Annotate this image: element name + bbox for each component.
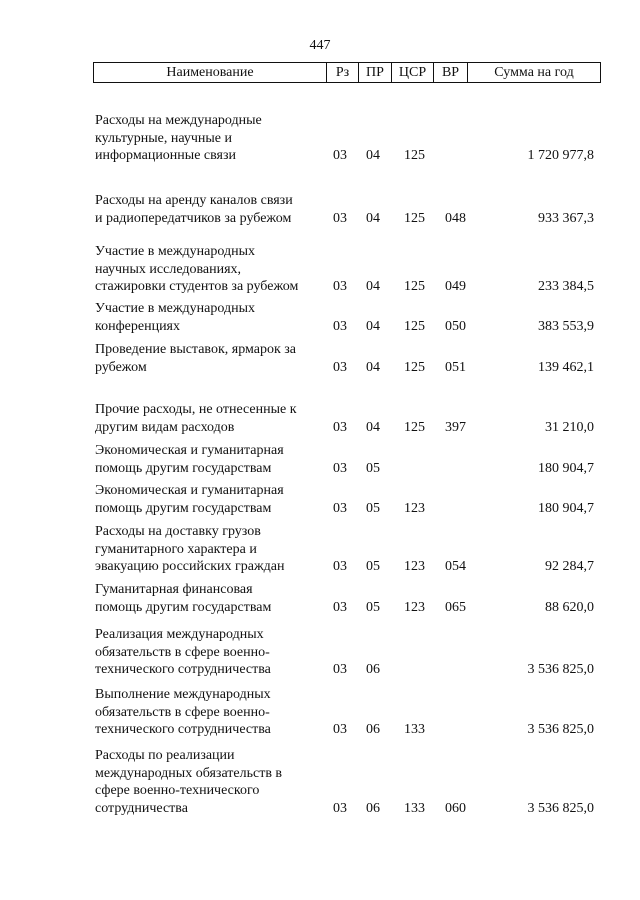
row-name	[95, 401, 331, 436]
row-rz: 03	[333, 148, 347, 163]
row-csr: 133	[404, 722, 425, 737]
row-name-line: Выполнение международных	[95, 687, 271, 702]
row-name	[95, 192, 331, 227]
row-csr: 123	[404, 599, 425, 615]
row-name	[95, 442, 331, 477]
header-pr: ПР	[358, 63, 391, 82]
row-name	[95, 581, 331, 616]
row-name-line: Экономическая и гуманитарная	[95, 443, 284, 458]
row-csr: 125	[404, 148, 425, 163]
row-rz: 03	[333, 318, 347, 334]
row-sum: 3 536 825,0	[527, 662, 594, 677]
row-name-line: Расходы на международные	[95, 113, 262, 128]
row-name-line: Расходы на аренду каналов связи	[95, 193, 293, 208]
row-name	[95, 300, 331, 335]
row-pr: 04	[366, 279, 380, 294]
row-name-line: эвакуацию российских граждан	[95, 559, 285, 574]
row-csr: 133	[404, 800, 425, 816]
row-csr: 123	[404, 559, 425, 574]
row-rz: 03	[333, 559, 347, 574]
row-name-line: и радиопередатчиков за рубежом	[95, 210, 292, 226]
row-vr: 054	[445, 559, 466, 574]
row-name-line: международных обязательств в	[95, 765, 283, 781]
row-name-line: помощь другим государствам	[95, 500, 272, 516]
header-csr: ЦСР	[391, 63, 433, 82]
row-csr: 125	[404, 419, 425, 435]
row-rz: 03	[333, 662, 347, 677]
row-name-line: технического сотрудничества	[95, 662, 271, 677]
row-sum: 1 720 977,8	[527, 148, 594, 163]
row-name-line: конференциях	[95, 318, 180, 334]
row-name-line: обязательств в сфере военно-	[95, 704, 270, 720]
row-name-line: гуманитарного характера и	[95, 541, 257, 557]
row-sum: 31 210,0	[545, 419, 594, 435]
row-sum: 3 536 825,0	[527, 722, 594, 737]
row-pr: 05	[366, 460, 380, 476]
row-vr: 050	[445, 318, 466, 334]
header-name: Наименование	[166, 64, 254, 80]
row-pr: 05	[366, 599, 380, 615]
row-vr: 049	[445, 279, 466, 294]
row-name-line: технического сотрудничества	[95, 722, 271, 737]
row-vr: 397	[445, 419, 466, 435]
row-vr: 048	[445, 210, 466, 226]
row-name-line: помощь другим государствам	[95, 460, 272, 476]
row-name-line: Прочие расходы, не отнесенные к	[95, 402, 297, 417]
row-name-line: Проведение выставок, ярмарок за	[95, 342, 297, 357]
row-name-line: информационные связи	[95, 148, 237, 163]
row-pr: 05	[366, 559, 380, 574]
row-name-line: Участие в международных	[95, 244, 256, 259]
row-csr: 123	[404, 500, 425, 516]
row-vr: 060	[445, 800, 466, 816]
row-name	[95, 243, 331, 296]
row-rz: 03	[333, 359, 347, 375]
row-pr: 04	[366, 210, 380, 226]
row-pr: 06	[366, 800, 380, 816]
row-rz: 03	[333, 722, 347, 737]
row-csr: 125	[404, 318, 425, 334]
row-pr: 06	[366, 722, 380, 737]
row-sum: 92 284,7	[545, 559, 594, 574]
row-sum: 88 620,0	[545, 599, 594, 615]
row-rz: 03	[333, 599, 347, 615]
header-rz: Рз	[326, 63, 358, 82]
row-sum: 3 536 825,0	[527, 800, 594, 816]
row-name-line: Расходы по реализации	[95, 748, 235, 763]
row-sum: 139 462,1	[538, 359, 594, 375]
row-csr: 125	[404, 359, 425, 375]
row-name	[95, 482, 331, 517]
header-vr: ВР	[433, 63, 467, 82]
row-name	[95, 747, 331, 817]
row-pr: 04	[366, 419, 380, 435]
row-name-line: сфере военно-технического	[95, 783, 260, 798]
header-sum: Сумма на год	[467, 63, 600, 82]
row-name-line: Участие в международных	[95, 301, 256, 316]
row-name-line: сотрудничества	[95, 800, 188, 816]
row-name-line: Экономическая и гуманитарная	[95, 483, 284, 498]
row-name-line: культурные, научные и	[95, 130, 233, 146]
row-name-line: научных исследованиях,	[95, 261, 242, 277]
row-rz: 03	[333, 279, 347, 294]
row-rz: 03	[333, 210, 347, 226]
row-name-line: помощь другим государствам	[95, 599, 272, 615]
row-name-line: Реализация международных	[95, 627, 264, 642]
row-sum: 233 384,5	[538, 279, 594, 294]
row-name-line: обязательств в сфере военно-	[95, 644, 270, 660]
row-rz: 03	[333, 460, 347, 476]
row-vr: 065	[445, 599, 466, 615]
row-rz: 03	[333, 419, 347, 435]
row-name	[95, 112, 331, 165]
row-sum: 383 553,9	[538, 318, 594, 334]
row-name	[95, 686, 331, 739]
row-name-line: другим видам расходов	[95, 419, 235, 435]
row-pr: 04	[366, 148, 380, 163]
row-name	[95, 626, 331, 679]
row-vr: 051	[445, 359, 466, 375]
table-header	[93, 62, 601, 83]
page-number: 447	[309, 38, 331, 53]
row-name-line: рубежом	[95, 359, 147, 375]
row-rz: 03	[333, 500, 347, 516]
row-name	[95, 523, 331, 576]
row-name-line: Гуманитарная финансовая	[95, 582, 253, 597]
row-pr: 06	[366, 662, 380, 677]
row-sum: 180 904,7	[538, 500, 594, 516]
row-name-line: стажировки студентов за рубежом	[95, 279, 299, 294]
row-csr: 125	[404, 279, 425, 294]
row-csr: 125	[404, 210, 425, 226]
row-pr: 04	[366, 318, 380, 334]
row-sum: 180 904,7	[538, 460, 594, 476]
row-pr: 05	[366, 500, 380, 516]
row-name	[95, 341, 331, 376]
row-pr: 04	[366, 359, 380, 375]
row-name-line: Расходы на доставку грузов	[95, 524, 261, 539]
row-rz: 03	[333, 800, 347, 816]
row-sum: 933 367,3	[538, 210, 594, 226]
